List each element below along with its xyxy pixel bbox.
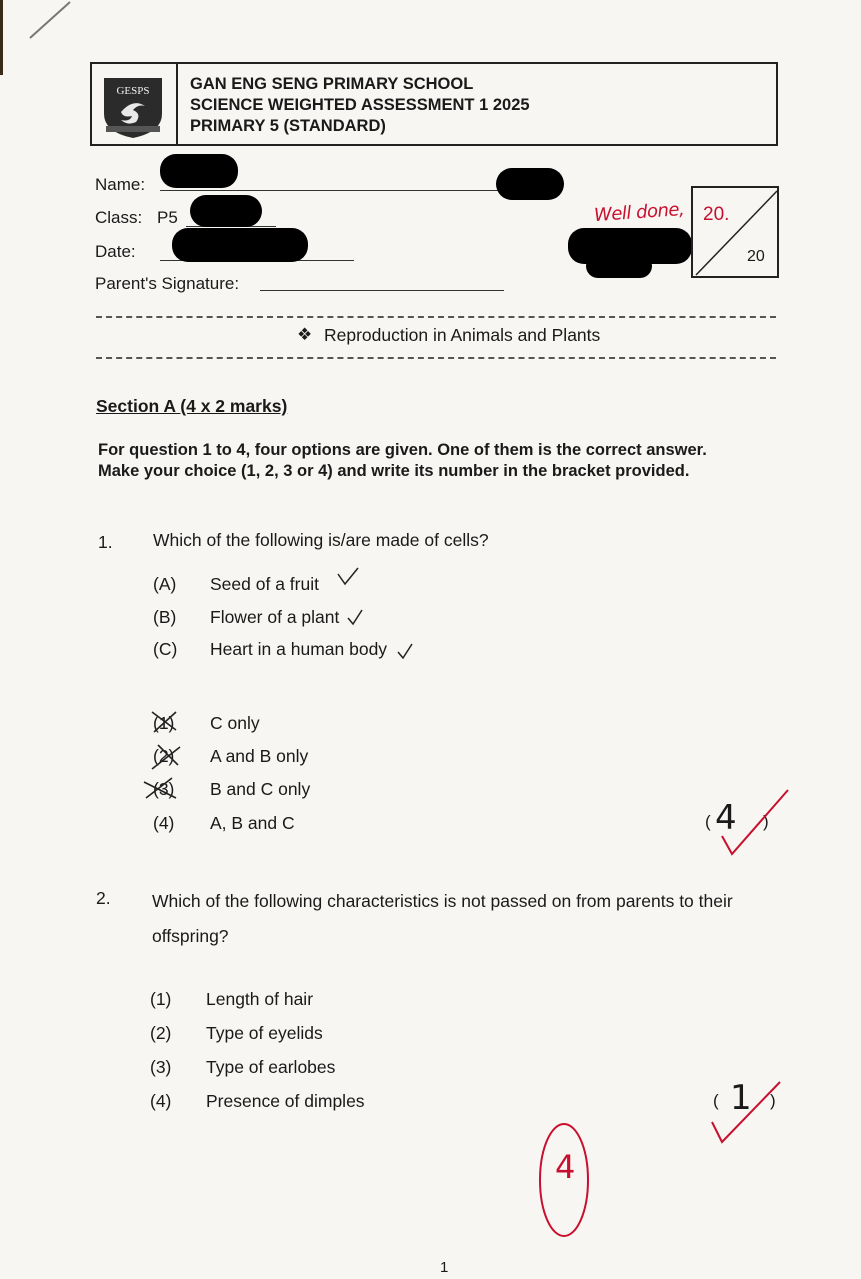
q2-text-line: Which of the following characteristics is not passed on from parents to their	[152, 891, 733, 911]
q1-option-label: (4)	[153, 813, 175, 833]
tick-icon	[336, 566, 360, 586]
q2-option-label: (2)	[150, 1023, 172, 1043]
instruction-line: For question 1 to 4, four options are given. One of them is the correct answer.	[98, 441, 707, 459]
class-label: Class:	[95, 208, 143, 227]
q2-option-label: (3)	[150, 1057, 172, 1077]
score-total: 20	[747, 248, 765, 265]
redaction	[172, 228, 308, 262]
redaction	[496, 168, 564, 200]
red-tick-icon	[708, 1078, 784, 1150]
q1-statement-text: Flower of a plant	[210, 607, 340, 627]
topic-bullet: ❖	[297, 325, 313, 344]
q1-statement-label: (B)	[153, 607, 177, 627]
redaction	[586, 254, 652, 278]
q1-statement-text: Heart in a human body	[210, 639, 388, 659]
topic-title: Reproduction in Animals and Plants	[324, 325, 601, 345]
redaction	[190, 195, 262, 227]
q1-option-text: A and B only	[210, 746, 309, 766]
q2-option-text: Type of eyelids	[206, 1023, 323, 1043]
header-box	[90, 62, 778, 146]
red-tick-icon	[718, 788, 794, 864]
school-logo	[92, 64, 178, 144]
q1-option-text: A, B and C	[210, 813, 295, 833]
divider	[96, 357, 776, 359]
circled-mark: 4	[555, 1148, 576, 1186]
q1-option-label: (3)	[153, 779, 175, 799]
q1-option-text: C only	[210, 713, 260, 733]
q2-option-text: Type of earlobes	[206, 1057, 336, 1077]
school-name: GAN ENG SENG PRIMARY SCHOOL	[190, 75, 474, 93]
q2-option-text: Length of hair	[206, 989, 314, 1009]
section-heading: Section A (4 x 2 marks)	[96, 396, 288, 416]
score-obtained: 20.	[703, 204, 730, 225]
q1-bracket-open: (	[705, 812, 711, 831]
q2-bracket-open: (	[713, 1091, 719, 1110]
name-label: Name:	[95, 175, 146, 194]
q1-bracket-close: )	[763, 812, 769, 831]
header-text	[190, 74, 530, 137]
q1-statement-label: (A)	[153, 574, 177, 594]
signature-line	[260, 290, 504, 291]
section-instructions	[98, 440, 707, 482]
tick-icon	[396, 642, 414, 660]
q2-text-line: offspring?	[152, 926, 229, 946]
q1-number: 1.	[98, 532, 113, 552]
q2-answer: 1	[730, 1078, 752, 1118]
instruction-line: Make your choice (1, 2, 3 or 4) and write its number in the bracket provided.	[98, 462, 690, 480]
cross-out-icon	[140, 774, 186, 804]
q1-option-text: B and C only	[210, 779, 311, 799]
q2-bracket-close: )	[770, 1091, 776, 1110]
class-value: P5	[157, 208, 178, 227]
divider	[96, 316, 776, 318]
q2-text	[152, 884, 792, 954]
signature-label: Parent's Signature:	[95, 274, 240, 293]
assessment-title: SCIENCE WEIGHTED ASSESSMENT 1 2025	[190, 96, 530, 114]
score-box	[691, 186, 779, 278]
q1-answer: 4	[715, 798, 737, 838]
q1-option-label: (2)	[153, 746, 175, 766]
tick-icon	[346, 608, 364, 626]
q2-option-label: (1)	[150, 989, 172, 1009]
level-title: PRIMARY 5 (STANDARD)	[190, 117, 386, 135]
redaction	[160, 154, 238, 188]
q1-text: Which of the following is/are made of cells?	[153, 530, 489, 550]
pencil-mark	[0, 0, 80, 80]
q2-option-label: (4)	[150, 1091, 172, 1111]
q2-number: 2.	[96, 888, 111, 908]
logo-text: GESPS	[116, 85, 150, 97]
name-line	[160, 190, 500, 191]
q1-statement-text: Seed of a fruit	[210, 574, 319, 594]
cross-out-icon	[148, 741, 186, 771]
teacher-comment: Well done,	[593, 198, 685, 227]
q2-option-text: Presence of dimples	[206, 1091, 365, 1111]
q1-option-label: (1)	[153, 713, 175, 733]
q1-statement-label: (C)	[153, 639, 178, 659]
date-label: Date:	[95, 242, 136, 261]
cross-out-icon	[148, 708, 186, 734]
page-number: 1	[440, 1259, 449, 1276]
